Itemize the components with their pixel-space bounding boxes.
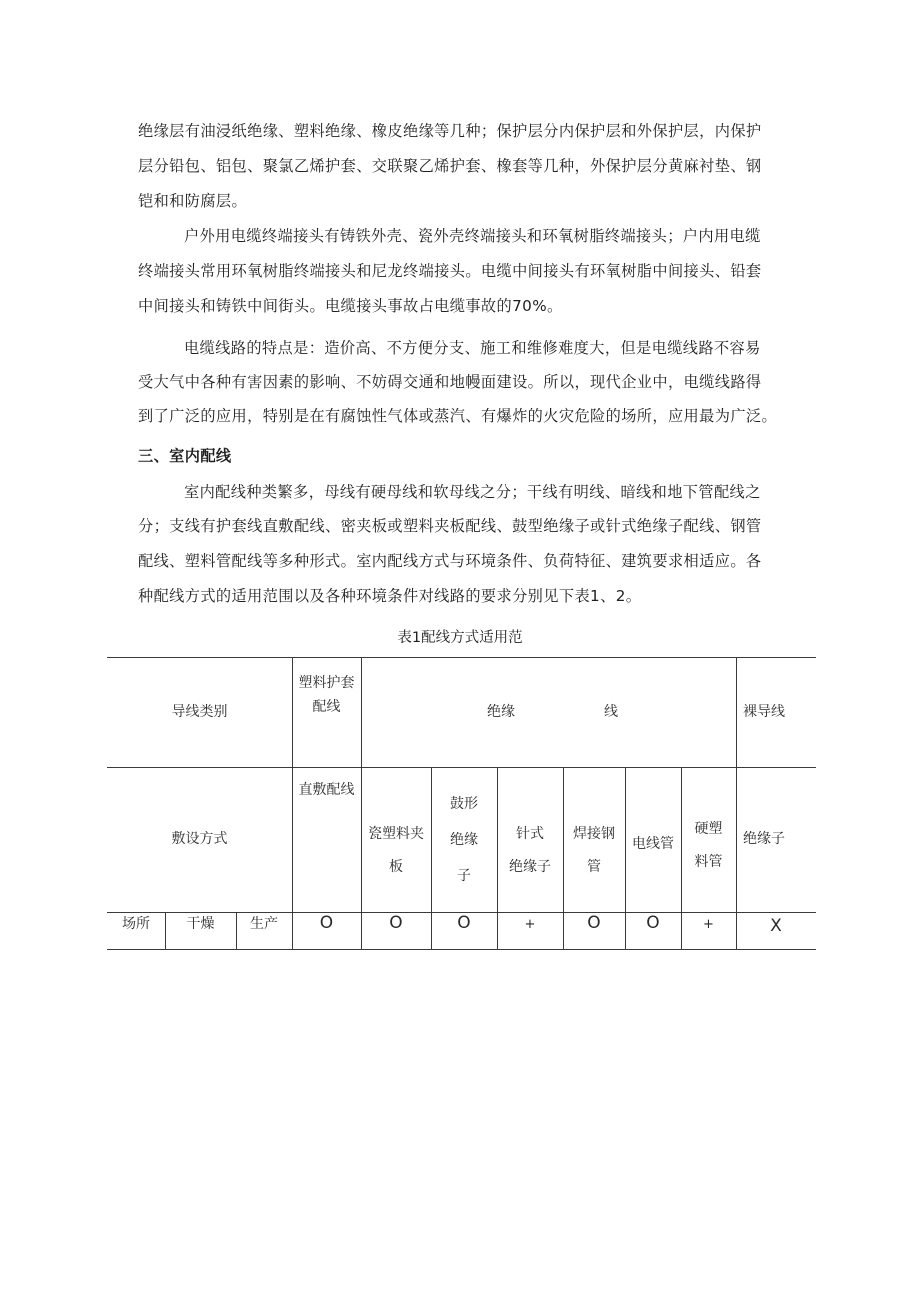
table-caption: 表1配线方式适用范 xyxy=(397,630,523,646)
header-drum-insulator-line: 绝缘 xyxy=(450,832,478,848)
header-plastic-sheath xyxy=(292,671,361,719)
header-porcelain-clip xyxy=(361,818,431,884)
header-porcelain-clip-line: 瓷塑料夹 xyxy=(368,826,424,842)
table-cell: O xyxy=(457,913,471,933)
header-direct-laying: 直敷配线 xyxy=(298,782,355,798)
header-rigid-plastic-line: 硬塑 xyxy=(694,821,723,837)
header-insulated-b: 线 xyxy=(604,704,618,720)
header-pin-insulator-line: 针式 xyxy=(516,826,544,842)
paragraph-line: 铠和和防腐层。 xyxy=(138,192,248,210)
header-porcelain-clip-line: 板 xyxy=(389,859,403,875)
section-heading: 三、室内配线 xyxy=(138,447,232,465)
header-rigid-plastic xyxy=(681,813,736,879)
paragraph-line: 受大气中各种有害因素的影响、不妨碍交通和地幔面建设。所以，现代企业中，电缆线路得 xyxy=(138,373,762,391)
row-place: 场所 xyxy=(122,916,150,932)
table-cell: + xyxy=(703,917,714,932)
header-welded-steel xyxy=(563,818,625,884)
paragraph-line: 到了广泛的应用，特别是在有腐蚀性气体或蒸汽、有爆炸的火灾危险的场所，应用最为广泛。 xyxy=(138,407,778,425)
paragraph-line: 电缆线路的特点是：造价高、不方便分支、施工和维修难度大，但是电缆线路不容易 xyxy=(184,339,761,357)
table-cell: O xyxy=(646,913,660,933)
header-wire-conduit: 电线管 xyxy=(632,836,674,852)
header-rigid-plastic-line: 料管 xyxy=(694,854,723,870)
header-welded-steel-line: 焊接钢 xyxy=(573,826,615,842)
paragraph-line: 室内配线种类繁多，母线有硬母线和软母线之分；干线有明线、暗线和地下管配线之 xyxy=(184,483,761,501)
table-bottom-border xyxy=(107,949,816,950)
header-drum-insulator xyxy=(431,786,497,894)
paragraph-line: 中间接头和铸铁中间街头。电缆接头事故占电缆事故的70%。 xyxy=(138,297,563,315)
row-production: 生产 xyxy=(250,916,278,932)
table-header-divider xyxy=(107,767,816,768)
table-col-border xyxy=(361,657,362,949)
table-cell: + xyxy=(524,917,536,932)
table-cell: O xyxy=(389,913,403,933)
header-insulated-a: 绝缘 xyxy=(487,704,515,720)
paragraph-line: 种配线方式的适用范围以及各种环境条件对线路的要求分别见下表1、2。 xyxy=(138,587,642,605)
header-insulator: 绝缘子 xyxy=(743,831,785,847)
paragraph-line: 层分铅包、铝包、聚氯乙烯护套、交联聚乙烯护套、橡套等几种，外保护层分黄麻衬垫、钢 xyxy=(138,157,762,175)
header-welded-steel-line: 管 xyxy=(587,859,601,875)
header-wire-type: 导线类别 xyxy=(171,704,228,720)
header-pin-insulator xyxy=(497,818,563,884)
table-cell: X xyxy=(770,916,782,936)
table-cell: O xyxy=(587,913,601,933)
paragraph-line: 分；支线有护套线直敷配线、密夹板或塑料夹板配线、鼓型绝缘子或针式绝缘子配线、钢管 xyxy=(138,517,762,535)
header-plastic-sheath-line: 塑料护套 xyxy=(298,675,355,691)
paragraph-line: 户外用电缆终端接头有铸铁外壳、瓷外壳终端接头和环氧树脂终端接头；户内用电缆 xyxy=(184,227,761,245)
header-laying-method: 敷设方式 xyxy=(171,831,228,847)
header-drum-insulator-line: 鼓形 xyxy=(450,796,478,812)
row-dry: 干燥 xyxy=(186,916,215,932)
header-drum-insulator-line: 子 xyxy=(457,868,471,884)
header-pin-insulator-line: 绝缘子 xyxy=(509,859,551,875)
header-plastic-sheath-line: 配线 xyxy=(312,699,341,715)
paragraph-line: 绝缘层有油浸纸绝缘、塑料绝缘、橡皮绝缘等几种；保护层分内保护层和外保护层，内保护 xyxy=(138,122,762,140)
paragraph-line: 终端接头常用环氧树脂终端接头和尼龙终端接头。电缆中间接头有环氧树脂中间接头、铅套 xyxy=(138,262,762,280)
table-top-border xyxy=(107,657,816,658)
paragraph-line: 配线、塑料管配线等多种形式。室内配线方式与环境条件、负荷特征、建筑要求相适应。各 xyxy=(138,552,762,570)
table-cell: O xyxy=(319,913,334,933)
header-bare-wire: 裸导线 xyxy=(743,704,785,720)
table-col-border xyxy=(736,657,737,949)
